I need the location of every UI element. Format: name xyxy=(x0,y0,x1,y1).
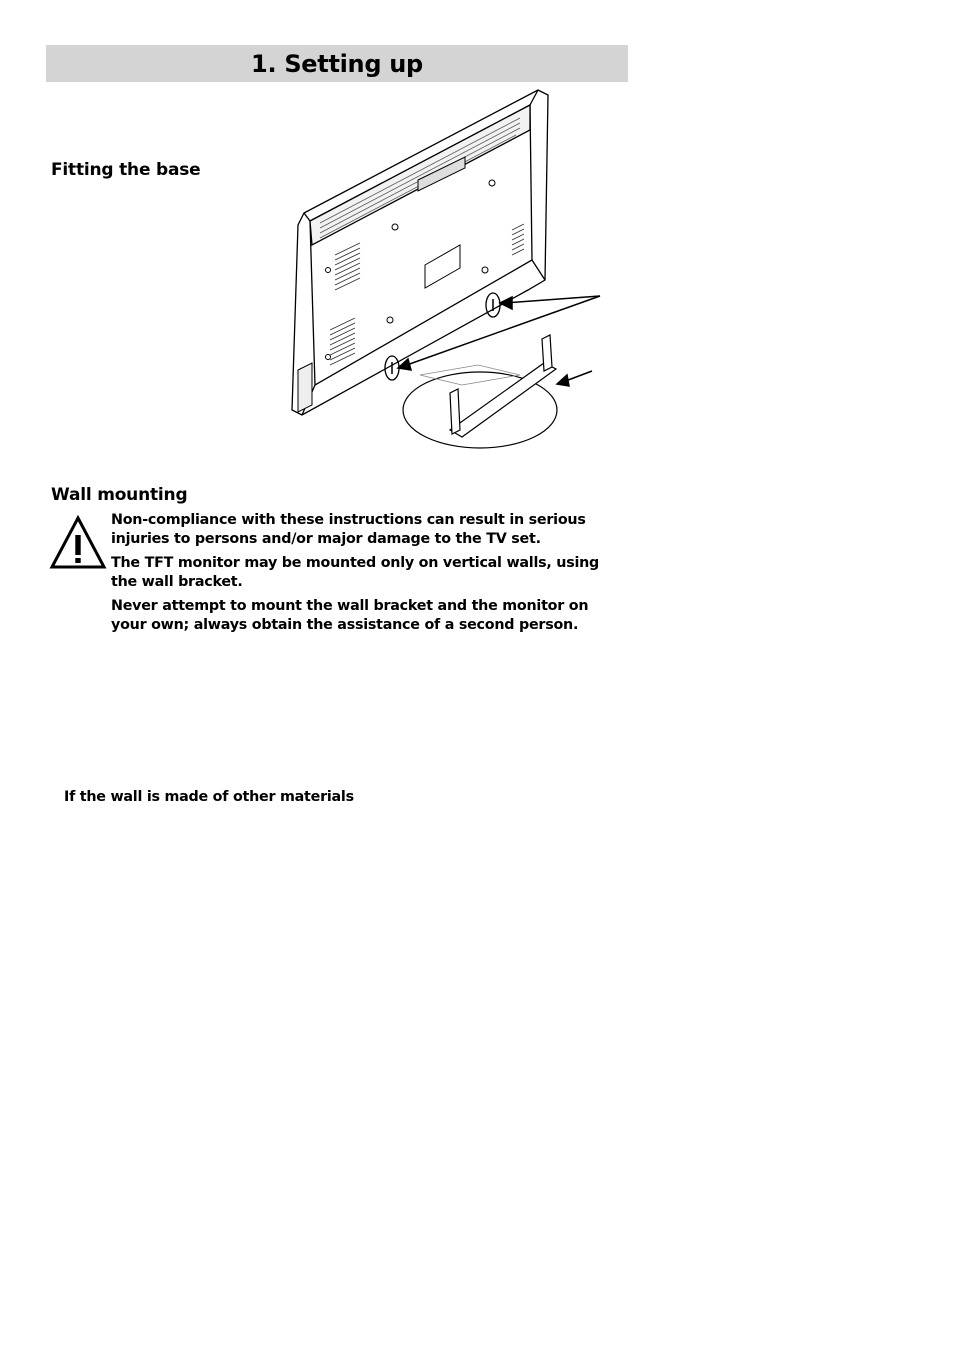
warning-text xyxy=(111,511,611,640)
tv-stand-assembly-illustration xyxy=(280,85,610,455)
wall-mounting-heading: Wall mounting xyxy=(51,485,188,505)
title-bar xyxy=(46,45,628,82)
warning-paragraph-3: Never attempt to mount the wall bracket and the monitor on your own; always obtain the assistance of a second person. xyxy=(111,598,589,633)
warning-triangle-icon xyxy=(49,515,107,570)
page-title: 1. Setting up xyxy=(251,49,423,78)
fitting-base-heading: Fitting the base xyxy=(51,160,201,180)
warning-paragraph-2: The TFT monitor may be mounted only on vertical walls, using the wall bracket. xyxy=(111,555,600,590)
other-materials-note: If the wall is made of other materials xyxy=(64,789,354,805)
warning-paragraph-1: Non-compliance with these instructions can result in serious injuries to persons and/or major damage to the TV set. xyxy=(111,512,586,547)
